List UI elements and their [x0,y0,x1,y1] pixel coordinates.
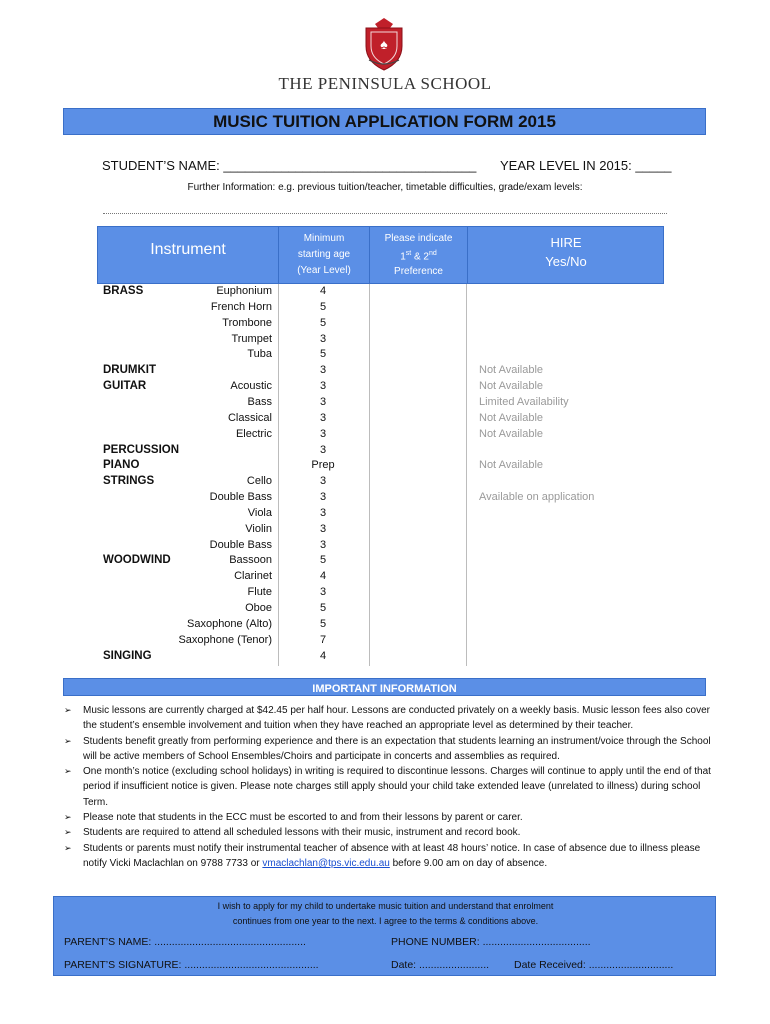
header-pref-line-2: 1st & 2nd [400,250,437,263]
info-bullet: ➢ One month’s notice (excluding school holidays) in writing is required to discontinue lessons. Charges will continue to apply until the end of that period if insufficient notice is given. Please note charges still apply should your child take extended leave (unrelated to illness) during school Term. [64,766,711,808]
min-age-value: 4 [319,649,327,662]
instrument-row [97,411,664,427]
preference-cell[interactable] [370,395,466,411]
student-name-blank[interactable]: ___________________________________ [223,158,477,173]
min-age-value: 3 [319,427,327,440]
preference-cell[interactable] [370,458,466,474]
info-bullet: ➢ Students are required to attend all scheduled lessons with their music, instrument and record book. [64,825,714,840]
preference-cell[interactable] [370,443,466,459]
preference-cell[interactable] [370,363,466,379]
info-bullet: ➢ Students or parents must notify their instrumental teacher of absence with at least 48 hours’ notice. In case of absence due to illness please notify Vicki Maclachlan on 9788 7733 or vmaclachlan@tps.vic.edu.au before 9.00 am on day of absence. [64,842,701,869]
hire-status: Not Available [479,411,544,424]
instrument-row [97,347,664,363]
min-age-value: 3 [319,380,327,393]
min-age-value: 4 [319,285,327,297]
email-link[interactable]: vmaclachlan@tps.vic.edu.au [262,857,390,869]
instrument-label: Saxophone (Alto) [187,617,272,630]
preference-cell[interactable] [370,553,466,569]
preference-cell[interactable] [370,411,466,427]
preference-cell[interactable] [370,569,466,585]
student-name-field[interactable] [102,158,476,173]
category-label: WOODWIND [103,554,171,567]
instrument-row [97,538,664,554]
min-age-value: 5 [319,316,327,329]
min-age-value: Prep [311,459,335,472]
further-info-label: Further Information: e.g. previous tuition/teacher, timetable difficulties, grade/exam levels: [187,182,583,193]
preference-cell[interactable] [370,379,466,395]
further-info-line[interactable] [103,213,667,214]
preference-cell[interactable] [370,585,466,601]
instrument-row [97,506,664,522]
category-label: STRINGS [103,475,155,488]
form-title: MUSIC TUITION APPLICATION FORM 2015 [213,112,556,131]
hire-status: Not Available [479,427,544,440]
min-age-value: 3 [319,475,327,488]
instrument-label: Classical [227,411,272,424]
preference-cell[interactable] [370,332,466,348]
instrument-row [97,458,664,474]
min-age-value: 3 [319,586,327,599]
category-label: GUITAR [103,380,147,393]
instrument-label: Flute [247,586,272,599]
category-label: PERCUSSION [103,443,180,456]
year-level-field[interactable] [500,158,672,173]
instrument-label: Cello [246,475,272,488]
svg-text:♠: ♠ [380,38,388,53]
min-age-value: 3 [319,522,327,535]
instrument-row [97,585,664,601]
preference-cell[interactable] [370,649,466,665]
preference-cell[interactable] [370,490,466,506]
category-label: SINGING [103,649,152,662]
instrument-label: Trumpet [231,332,272,345]
instrument-row [97,474,664,490]
instrument-label: Double Bass [209,491,272,504]
school-name: THE PENINSULA SCHOOL [278,74,492,93]
min-age-value: 3 [319,364,327,377]
instrument-label: Saxophone (Tenor) [178,633,272,646]
hire-status: Not Available [479,459,544,472]
instrument-label: Clarinet [234,570,272,583]
min-age-value: 3 [319,332,327,345]
min-age-value: 5 [319,348,327,361]
header-preference [370,231,467,279]
form-title-bar [63,108,706,135]
min-age-value: 5 [319,554,327,567]
instrument-table-header [97,226,664,284]
instrument-row [97,284,664,300]
preference-cell[interactable] [370,284,466,300]
instrument-label: Euphonium [216,285,272,297]
min-age-value: 3 [319,443,327,456]
instrument-row [97,601,664,617]
preference-cell[interactable] [370,427,466,443]
min-age-value: 3 [319,395,327,408]
instrument-row [97,522,664,538]
instrument-row [97,300,664,316]
student-name-label: STUDENT’S NAME: [102,158,220,173]
school-crest-logo [361,16,407,72]
header-min-age [279,231,369,279]
instrument-row [97,379,664,395]
category-label: DRUMKIT [103,364,157,377]
hire-status: Limited Availability [479,395,569,408]
instrument-label: Double Bass [209,538,272,551]
important-info-list [64,703,714,871]
important-info-title: IMPORTANT INFORMATION [312,683,457,695]
header-hire [468,233,664,271]
arrow-bullet-icon: ➢ [64,812,72,823]
preference-cell[interactable] [370,538,466,554]
instrument-row [97,395,664,411]
instrument-row [97,316,664,332]
hire-status: Not Available [479,380,544,393]
preference-cell[interactable] [370,300,466,316]
instrument-label: Violin [245,522,272,535]
header-hire-line-1: HIRE [550,235,582,250]
instrument-row [97,363,664,379]
min-age-value: 3 [319,538,327,551]
parent-name-field[interactable]: PARENT’S NAME: .................................................... [64,936,306,948]
header-instrument: Instrument [150,241,226,258]
instrument-label: Tuba [247,348,272,361]
min-age-value: 3 [319,506,327,519]
header-pref-line-3: Preference [394,266,443,278]
parent-consent-box [53,896,716,976]
instrument-label: Acoustic [230,380,272,393]
min-age-value: 5 [319,602,327,614]
date-received-field[interactable]: Date Received: ............................. [514,959,674,971]
header-age-line-3: (Year Level) [297,265,351,276]
preference-cell[interactable] [370,633,466,649]
arrow-bullet-icon: ➢ [64,735,72,746]
arrow-bullet-icon: ➢ [64,766,72,777]
year-level-blank[interactable]: _____ [635,158,672,173]
arrow-bullet-icon: ➢ [64,842,72,853]
preference-cell[interactable] [370,316,466,332]
instrument-row [97,569,664,585]
min-age-value: 5 [319,300,327,313]
category-label: BRASS [103,285,144,297]
arrow-bullet-icon: ➢ [64,705,72,715]
category-label: PIANO [103,459,140,472]
instrument-label: Trombone [222,316,272,329]
important-info-bar [63,678,706,696]
min-age-value: 3 [319,491,327,504]
min-age-value: 5 [319,617,327,630]
preference-cell[interactable] [370,347,466,363]
header-hire-line-2: Yes/No [545,254,587,269]
date-field[interactable]: Date: ........................ [391,959,490,971]
instrument-row [97,633,664,649]
instrument-label: Bassoon [229,554,272,567]
header-pref-line-1: Please indicate [384,233,453,244]
min-age-value: 4 [319,570,327,583]
instrument-label: Oboe [245,602,272,614]
instrument-row [97,649,664,665]
instrument-row [97,443,664,459]
hire-status: Available on application [479,491,595,504]
instrument-label: French Horn [210,300,272,313]
instrument-label: Bass [247,395,272,408]
preference-cell[interactable] [370,601,466,617]
preference-cell[interactable] [370,474,466,490]
year-level-label: YEAR LEVEL IN 2015: [500,158,632,173]
info-bullet: ➢ Music lessons are currently charged at $42.45 per half hour. Lessons are conducted privately on a weekly basis. Music lesson fees also cover the student’s ensemble involvement and tuition when they have reached an appropriate level as determined by their teacher. [64,705,710,732]
arrow-bullet-icon: ➢ [64,827,72,838]
phone-number-field[interactable]: PHONE NUMBER: ..................................... [391,936,591,948]
preference-cell[interactable] [370,617,466,633]
header-age-line-1: Minimum [303,233,345,244]
instrument-row [97,332,664,348]
instrument-label: Viola [247,506,272,519]
instrument-row [97,427,664,443]
info-bullet: ➢ Students benefit greatly from performing experience and there is an expectation that students learning an instrument/voice through the School will be active members of School Ensembles/Choirs and participate in concerts and assemblies as required. [64,735,711,762]
hire-status: Not Available [479,364,544,377]
consent-note: I wish to apply for my child to undertake music tuition and understand that enrolment continues from one year to the next. I agree to the terms & conditions above. [217,901,554,926]
preference-cell[interactable] [370,506,466,522]
parent-signature-field[interactable]: PARENT’S SIGNATURE: .............................................. [64,959,319,971]
instrument-row [97,553,664,569]
preference-cell[interactable] [370,522,466,538]
instrument-label: Electric [235,427,272,440]
min-age-value: 7 [319,633,327,646]
info-bullet: ➢ Please note that students in the ECC must be escorted to and from their lessons by parent or carer. [64,810,714,825]
instrument-row [97,617,664,633]
header-age-line-2: starting age [297,249,351,260]
instrument-row [97,490,664,506]
min-age-value: 3 [319,411,327,424]
